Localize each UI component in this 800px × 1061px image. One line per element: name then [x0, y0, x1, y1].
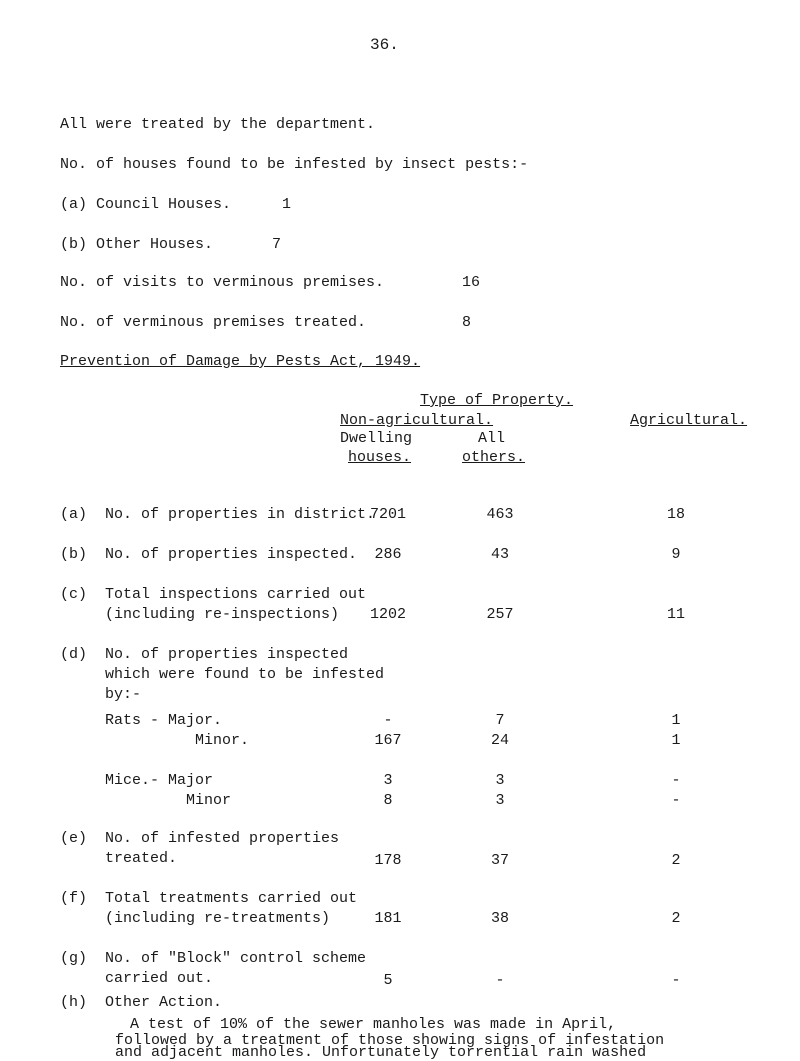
rats-major-agri: 1 [671, 712, 681, 729]
mice-major-label: Mice.- Major [105, 772, 214, 789]
row-c-label-2: (including re-inspections) [105, 606, 340, 623]
row-b-letter: (b) [60, 546, 88, 563]
row-d-label: No. of properties inspected [105, 646, 349, 663]
row-d-label-2: which were found to be infested [105, 666, 385, 683]
intro-line-treated: All were treated by the department. [60, 116, 376, 133]
row-e-others: 37 [490, 852, 509, 869]
row-b-agri: 9 [671, 546, 681, 563]
council-houses-label: (a) Council Houses. [60, 196, 232, 213]
rats-major-others: 7 [495, 712, 505, 729]
row-a-dwelling: 7201 [369, 506, 406, 523]
row-c-letter: (c) [60, 586, 88, 603]
rats-minor-agri: 1 [671, 732, 681, 749]
row-h-letter: (h) [60, 994, 88, 1011]
closing-paragraph-line-3: and adjacent manholes. Unfortunately torrential rain washed [115, 1044, 647, 1061]
row-g-label-2: carried out. [105, 970, 214, 987]
row-f-label: Total treatments carried out [105, 890, 358, 907]
agricultural-header: Agricultural. [630, 412, 748, 429]
type-of-property-header: Type of Property. [420, 392, 574, 409]
mice-minor-others: 3 [495, 792, 505, 809]
dwelling-header-2: houses. [348, 449, 412, 466]
rats-major-dwelling: - [383, 712, 393, 729]
page-number: 36. [370, 36, 399, 54]
row-b-label: No. of properties inspected. [105, 546, 358, 563]
row-g-dwelling: 5 [383, 972, 393, 989]
row-e-label-2: treated. [105, 850, 178, 867]
row-f-label-2: (including re-treatments) [105, 910, 331, 927]
row-h-label: Other Action. [105, 994, 223, 1011]
rats-minor-label: Minor. [195, 732, 250, 749]
mice-major-dwelling: 3 [383, 772, 393, 789]
visits-value: 16 [462, 274, 481, 291]
row-c-label: Total inspections carried out [105, 586, 367, 603]
row-c-dwelling: 1202 [369, 606, 406, 623]
row-f-letter: (f) [60, 890, 88, 907]
row-a-agri: 18 [666, 506, 685, 523]
other-houses-value: 7 [272, 236, 282, 253]
others-header-1: All [478, 430, 506, 447]
council-houses-value: 1 [282, 196, 292, 213]
others-header-2: others. [462, 449, 526, 466]
mice-minor-agri: - [671, 792, 681, 809]
row-g-others: - [495, 972, 505, 989]
visits-label: No. of visits to verminous premises. [60, 274, 385, 291]
dwelling-header-1: Dwelling [340, 430, 413, 447]
row-c-agri: 11 [666, 606, 685, 623]
closing-paragraph-line-2: followed by a treatment of those showing signs of infestation [115, 1032, 665, 1049]
closing-paragraph-line-1: A test of 10% of the sewer manholes was made in April, [130, 1016, 617, 1033]
row-d-label-3: by:- [105, 686, 142, 703]
row-e-label: No. of infested properties [105, 830, 340, 847]
premises-treated-label: No. of verminous premises treated. [60, 314, 367, 331]
intro-line-infested: No. of houses found to be infested by insect pests:- [60, 156, 529, 173]
row-g-letter: (g) [60, 950, 88, 967]
row-c-others: 257 [486, 606, 514, 623]
row-g-label: No. of "Block" control scheme [105, 950, 367, 967]
mice-minor-dwelling: 8 [383, 792, 393, 809]
mice-major-others: 3 [495, 772, 505, 789]
premises-treated-value: 8 [462, 314, 472, 331]
mice-minor-label: Minor [186, 792, 232, 809]
row-a-label: No. of properties in district. [105, 506, 376, 523]
section-title: Prevention of Damage by Pests Act, 1949. [60, 353, 421, 370]
other-houses-label: (b) Other Houses. [60, 236, 214, 253]
row-a-others: 463 [486, 506, 514, 523]
row-g-agri: - [671, 972, 681, 989]
row-b-others: 43 [490, 546, 509, 563]
row-b-dwelling: 286 [374, 546, 402, 563]
rats-major-label: Rats - Major. [105, 712, 223, 729]
row-f-agri: 2 [671, 910, 681, 927]
row-e-letter: (e) [60, 830, 88, 847]
row-a-letter: (a) [60, 506, 88, 523]
rats-minor-others: 24 [490, 732, 509, 749]
row-f-dwelling: 181 [374, 910, 402, 927]
row-e-dwelling: 178 [374, 852, 402, 869]
rats-minor-dwelling: 167 [374, 732, 402, 749]
non-agricultural-header: Non-agricultural. [340, 412, 494, 429]
row-d-letter: (d) [60, 646, 88, 663]
row-e-agri: 2 [671, 852, 681, 869]
mice-major-agri: - [671, 772, 681, 789]
row-f-others: 38 [490, 910, 509, 927]
